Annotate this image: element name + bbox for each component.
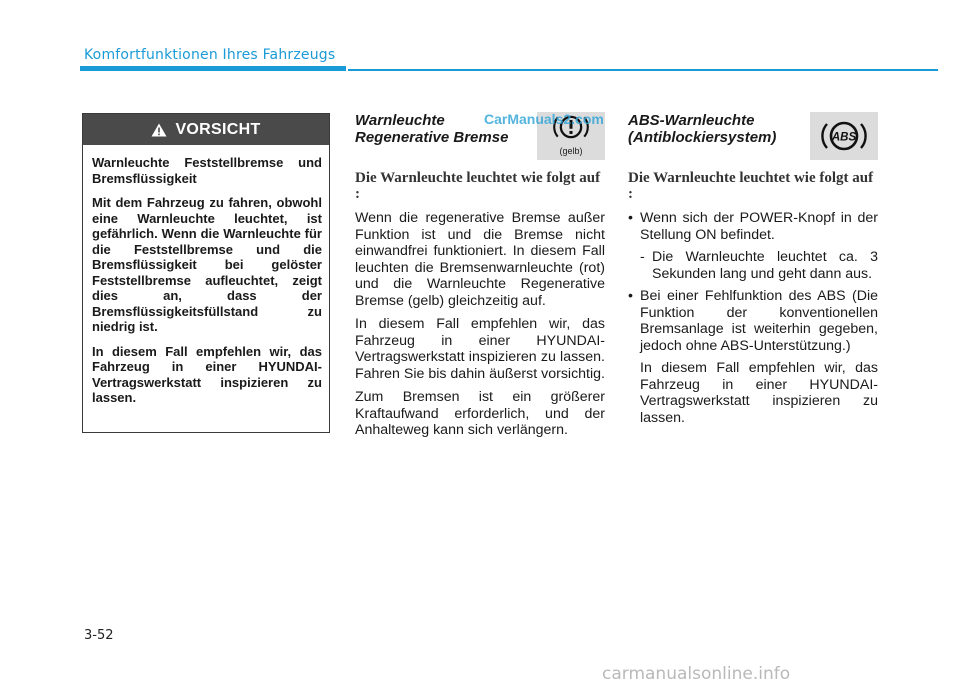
abs-subheading: Die Warnleuchte leuchtet wie folgt auf : xyxy=(628,170,874,202)
regen-brake-section xyxy=(355,112,605,446)
regen-paragraph-3: Zum Bremsen ist ein größerer Kraftaufwand erforderlich, und der Anhalteweg kann sich verlängern. xyxy=(355,389,605,438)
caution-heading: Warnleuchte Feststellbremse und Bremsflüssigkeit xyxy=(92,155,322,186)
abs-section-title xyxy=(628,112,878,162)
regen-subheading: Die Warnleuchte leuchtet wie folgt auf : xyxy=(355,170,601,202)
regen-icon-caption: (gelb) xyxy=(559,146,583,156)
regen-paragraph-1: Wenn die regenerative Bremse außer Funktion ist und die Bremse nicht einwandfrei funktioniert. In diesem Fall leuchten die Bremsenwarnleuchte (rot) und die Warnleuchte Regenerative Bremse (gelb) gleichzeitig auf. xyxy=(355,210,605,309)
abs-bullet-1: • Wenn sich der POWER-Knopf in der Stellung ON befindet. xyxy=(628,210,878,243)
abs-bullet-1-text: Wenn sich der POWER-Knopf in der Stellung ON befindet. xyxy=(640,210,878,243)
regen-title-line-1: Warnleuchte xyxy=(355,112,445,129)
warning-triangle-icon xyxy=(151,123,167,137)
caution-label: VORSICHT xyxy=(175,120,261,138)
abs-dash-1-text: Die Warnleuchte leuchtet ca. 3 Sekunden lang und geht dann aus. xyxy=(652,249,878,282)
header-rule-thick xyxy=(80,66,346,71)
abs-title-line-1: ABS-Warnleuchte xyxy=(628,112,755,129)
abs-section xyxy=(628,112,878,432)
page-number: 3-52 xyxy=(84,628,114,643)
abs-title-line-2: (Antiblockiersystem) xyxy=(628,129,777,146)
regen-paragraph-2: In diesem Fall empfehlen wir, das Fahrzeug in einer HYUNDAI-Vertragswerkstatt inspizieren zu lassen. Fahren Sie bis dahin äußerst vorsichtig. xyxy=(355,316,605,382)
header-rule-thin xyxy=(348,69,938,71)
abs-warning-icon xyxy=(817,116,871,156)
abs-bullet-2-text: Bei einer Fehlfunktion des ABS (Die Funktion der konventionellen Bremsanlage ist weiterhin gegeben, jedoch ohne ABS-Unterstützung.) xyxy=(640,288,878,354)
caution-paragraph-1: Mit dem Fahrzeug zu fahren, obwohl eine Warnleuchte leuchtet, ist gefährlich. Wenn die Warnleuchte für die Feststellbremse und die Bremsflüssigkeit bei gelöster Feststellbremse aufleuchtet, zeigt dies an, dass der Bremsflüssigkeitsfüllstand zu niedrig ist. xyxy=(92,195,322,334)
caution-body xyxy=(83,145,329,406)
watermark-top: CarManuals2.com xyxy=(484,111,604,127)
watermark-bottom: carmanualsonline.info xyxy=(602,664,791,684)
header-title: Komfortfunktionen Ihres Fahrzeugs xyxy=(84,47,336,63)
abs-bullet-2-paragraph: In diesem Fall empfehlen wir, das Fahrzeug in einer HYUNDAI-Vertragswerkstatt inspizieren zu lassen. xyxy=(640,360,878,426)
caution-paragraph-2: In diesem Fall empfehlen wir, das Fahrzeug in einer HYUNDAI-Vertragswerkstatt inspizieren zu lassen. xyxy=(92,343,322,405)
caution-header xyxy=(83,114,329,145)
regen-title-line-2: Regenerative Bremse xyxy=(355,129,509,146)
abs-dash-1: - Die Warnleuchte leuchtet ca. 3 Sekunden lang und geht dann aus. xyxy=(640,249,878,282)
abs-warning-icon-box xyxy=(810,112,878,160)
abs-bullet-2: • Bei einer Fehlfunktion des ABS (Die Funktion der konventionellen Bremsanlage ist weiterhin gegeben, jedoch ohne ABS-Unterstützung.) xyxy=(628,288,878,354)
abs-icon-text: ABS xyxy=(831,131,857,144)
caution-box xyxy=(82,113,330,433)
